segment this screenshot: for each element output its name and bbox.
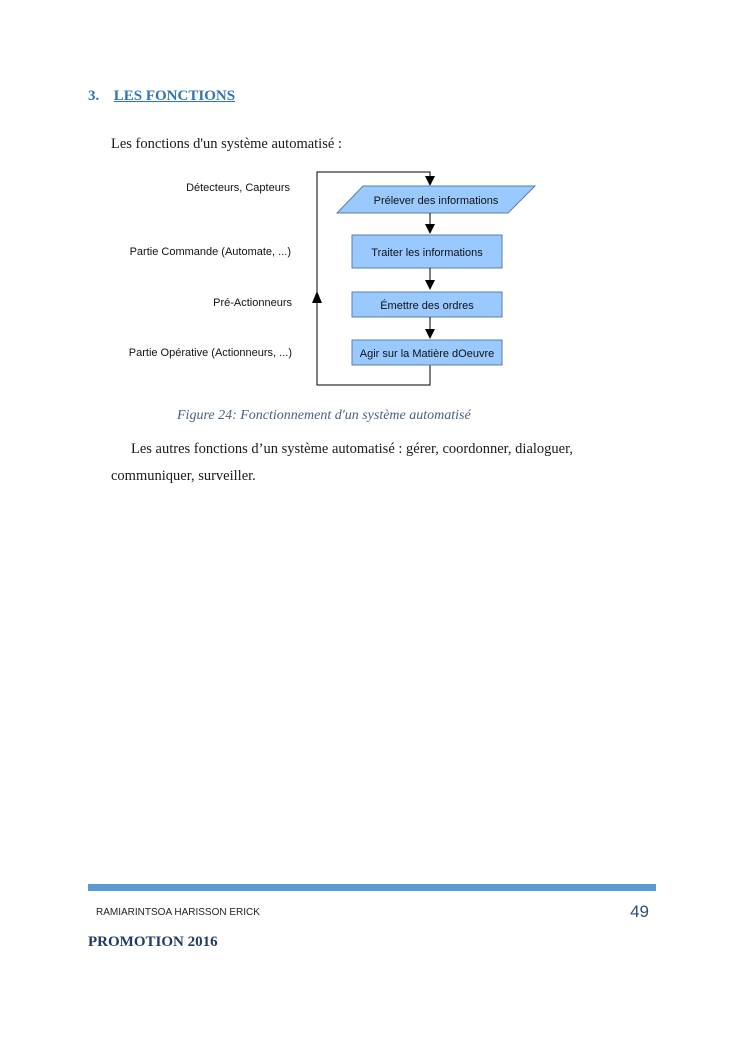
footer-divider <box>88 884 656 891</box>
label-partie-commande: Partie Commande (Automate, ...) <box>129 246 291 258</box>
section-number: 3. <box>88 88 100 104</box>
arrow-into-step-1 <box>425 176 435 186</box>
paragraph-text: Les autres fonctions d’un système automatisé : gérer, coordonner, dialoguer, communiquer, surveiller. <box>111 441 573 484</box>
arrow-into-step-2 <box>425 224 435 234</box>
step-3-label: Émettre des ordres <box>380 300 474 312</box>
arrow-into-step-3 <box>425 280 435 290</box>
figure-caption: Figure 24: Fonctionnement d'un système automatisé <box>177 408 471 423</box>
footer-author: RAMIARINTSOA HARISSON ERICK <box>96 907 260 918</box>
footer-promotion: PROMOTION 2016 <box>88 934 218 950</box>
section-title: LES FONCTIONS <box>113 88 236 104</box>
label-partie-operative: Partie Opérative (Actionneurs, ...) <box>128 347 292 359</box>
label-detecteurs: Détecteurs, Capteurs <box>186 182 290 194</box>
step-1-label: Prélever des informations <box>373 195 499 207</box>
arrow-into-step-4 <box>425 329 435 339</box>
feedback-up-arrow <box>312 291 322 303</box>
body-paragraph <box>111 436 631 490</box>
page-number: 49 <box>630 902 649 921</box>
step-4-label: Agir sur la Matière dOeuvre <box>359 348 495 360</box>
label-pre-actionneurs: Pré-Actionneurs <box>213 297 292 309</box>
intro-text: Les fonctions d'un système automatisé : <box>111 136 342 152</box>
step-2-label: Traiter les informations <box>371 247 483 259</box>
